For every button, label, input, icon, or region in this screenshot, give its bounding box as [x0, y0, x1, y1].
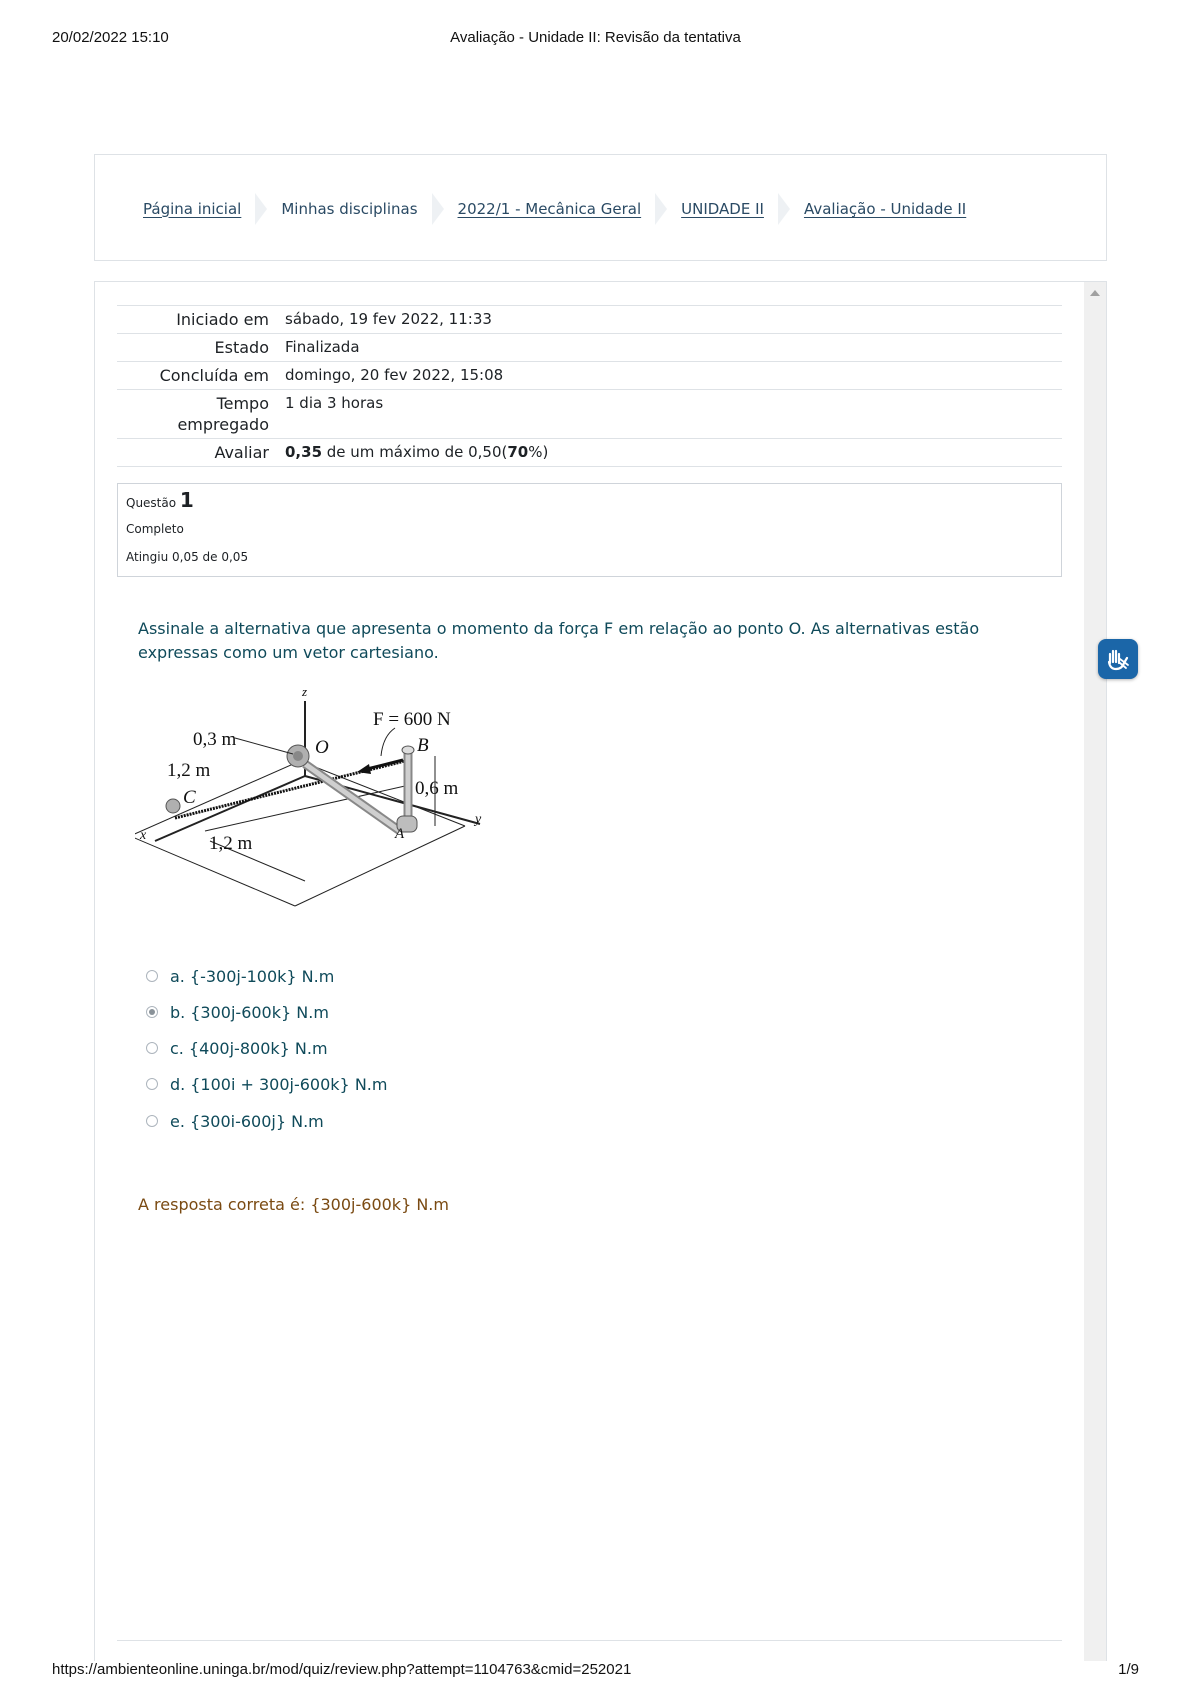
cap-b	[402, 746, 414, 754]
label-z: z	[302, 686, 308, 699]
divider	[117, 1640, 1062, 1641]
summary-value: 1 dia 3 horas	[285, 394, 384, 412]
breadcrumb-quiz[interactable]: Avaliação - Unidade II	[803, 199, 967, 218]
answer-letter: c.	[170, 1038, 184, 1058]
accessibility-widget-button[interactable]	[1098, 639, 1138, 679]
answer-option-c[interactable]	[146, 1036, 328, 1060]
sign-language-hands-icon	[1098, 639, 1138, 679]
label-c: C	[183, 787, 196, 808]
summary-value: sábado, 19 fev 2022, 11:33	[285, 310, 492, 328]
print-url: https://ambienteonline.uninga.br/mod/quiz/review.php?attempt=1104763&cmid=252021	[52, 1661, 632, 1678]
label-b: B	[417, 735, 429, 756]
print-title: Avaliação - Unidade II: Revisão da tentativa	[450, 29, 741, 46]
grade-rest: de um máximo de 0,50(	[322, 443, 508, 461]
breadcrumb-separator	[255, 193, 267, 225]
answer-text: {-300j-100k} N.m	[189, 966, 335, 986]
answer-letter: b.	[170, 1002, 186, 1022]
answer-text: {300j-600k} N.m	[190, 1002, 329, 1022]
print-page-number: 1/9	[1118, 1661, 1139, 1678]
radio-button[interactable]	[146, 1115, 158, 1127]
force-label-leader	[381, 728, 395, 756]
attempt-summary-table	[117, 305, 1062, 467]
correct-answer-feedback: A resposta correta é: {300j-600k} N.m	[138, 1195, 449, 1214]
answer-text: {100i + 300j-600k} N.m	[190, 1074, 388, 1094]
grade-percent: 70	[507, 443, 529, 461]
label-o: O	[315, 737, 329, 758]
breadcrumb-course[interactable]: 2022/1 - Mecânica Geral	[457, 199, 642, 218]
summary-label: Concluída em	[159, 366, 269, 385]
breadcrumb-unit[interactable]: UNIDADE II	[681, 199, 764, 218]
label-x: x	[140, 828, 147, 843]
figure-line	[295, 826, 465, 906]
radio-button[interactable]	[146, 1042, 158, 1054]
grade-end: %)	[528, 443, 549, 461]
grade-score: 0,35	[285, 443, 323, 461]
answer-letter: a.	[170, 966, 185, 986]
answer-text: {300i-600j} N.m	[189, 1111, 324, 1131]
radio-button[interactable]	[146, 970, 158, 982]
summary-row-completed	[117, 361, 1062, 389]
label-dim-06: 0,6 m	[415, 778, 459, 799]
label-dim-12-left: 1,2 m	[167, 760, 211, 781]
question-label: Questão	[126, 496, 180, 510]
summary-value	[285, 439, 548, 466]
answer-letter: e.	[170, 1111, 185, 1131]
label-force: F = 600 N	[373, 709, 451, 730]
answer-option-e[interactable]	[146, 1109, 324, 1133]
answer-text: {400j-800k} N.m	[188, 1038, 328, 1058]
print-datetime: 20/02/2022 15:10	[52, 29, 169, 46]
summary-value: domingo, 20 fev 2022, 15:08	[285, 366, 504, 384]
scrollbar[interactable]	[1084, 282, 1106, 1661]
summary-label-line: Tempo	[216, 394, 269, 413]
question-figure	[135, 686, 535, 946]
answer-option-d[interactable]	[146, 1072, 387, 1096]
question-mark: Atingiu 0,05 de 0,05	[126, 550, 249, 564]
question-status: Completo	[126, 522, 184, 536]
label-dim-12-bottom: 1,2 m	[209, 833, 253, 854]
summary-value: Finalizada	[285, 338, 360, 356]
label-a: A	[395, 826, 405, 842]
breadcrumb-my-courses[interactable]: Minhas disciplinas	[281, 199, 418, 218]
label-y: y	[475, 812, 482, 827]
summary-label: Estado	[214, 338, 269, 357]
answer-option-a[interactable]	[146, 964, 334, 988]
question-text: Assinale a alternativa que apresenta o momento da força F em relação ao ponto O. As alternativas estão expressas como um vetor cartesiano.	[138, 619, 980, 662]
summary-label-line: empregado	[177, 415, 269, 434]
question-number-value: 1	[179, 488, 194, 512]
breadcrumb-home[interactable]: Página inicial	[143, 199, 242, 218]
scroll-up-arrow-icon[interactable]	[1090, 290, 1100, 296]
answer-option-b[interactable]	[146, 1000, 329, 1024]
summary-row-started	[117, 305, 1062, 333]
print-footer	[0, 1661, 1191, 1683]
summary-row-grade	[117, 438, 1062, 467]
summary-row-time	[117, 389, 1062, 438]
question-info	[117, 483, 1062, 577]
summary-label: Iniciado em	[176, 310, 269, 329]
figure-line	[135, 761, 300, 836]
breadcrumb-separator	[432, 193, 444, 225]
breadcrumb-separator	[778, 193, 790, 225]
print-header	[0, 29, 1191, 51]
breadcrumb-separator	[655, 193, 667, 225]
summary-label: Avaliar	[214, 443, 269, 462]
joint-o-center	[293, 751, 303, 761]
breadcrumb	[94, 154, 1107, 261]
label-dim-03: 0,3 m	[193, 729, 237, 750]
dim-03-line	[235, 738, 293, 754]
summary-row-state	[117, 333, 1062, 361]
answer-letter: d.	[170, 1074, 186, 1094]
radio-button-selected[interactable]	[146, 1006, 158, 1018]
summary-label	[117, 390, 285, 438]
joint-c	[166, 799, 180, 813]
radio-button[interactable]	[146, 1078, 158, 1090]
question-number	[126, 488, 194, 512]
